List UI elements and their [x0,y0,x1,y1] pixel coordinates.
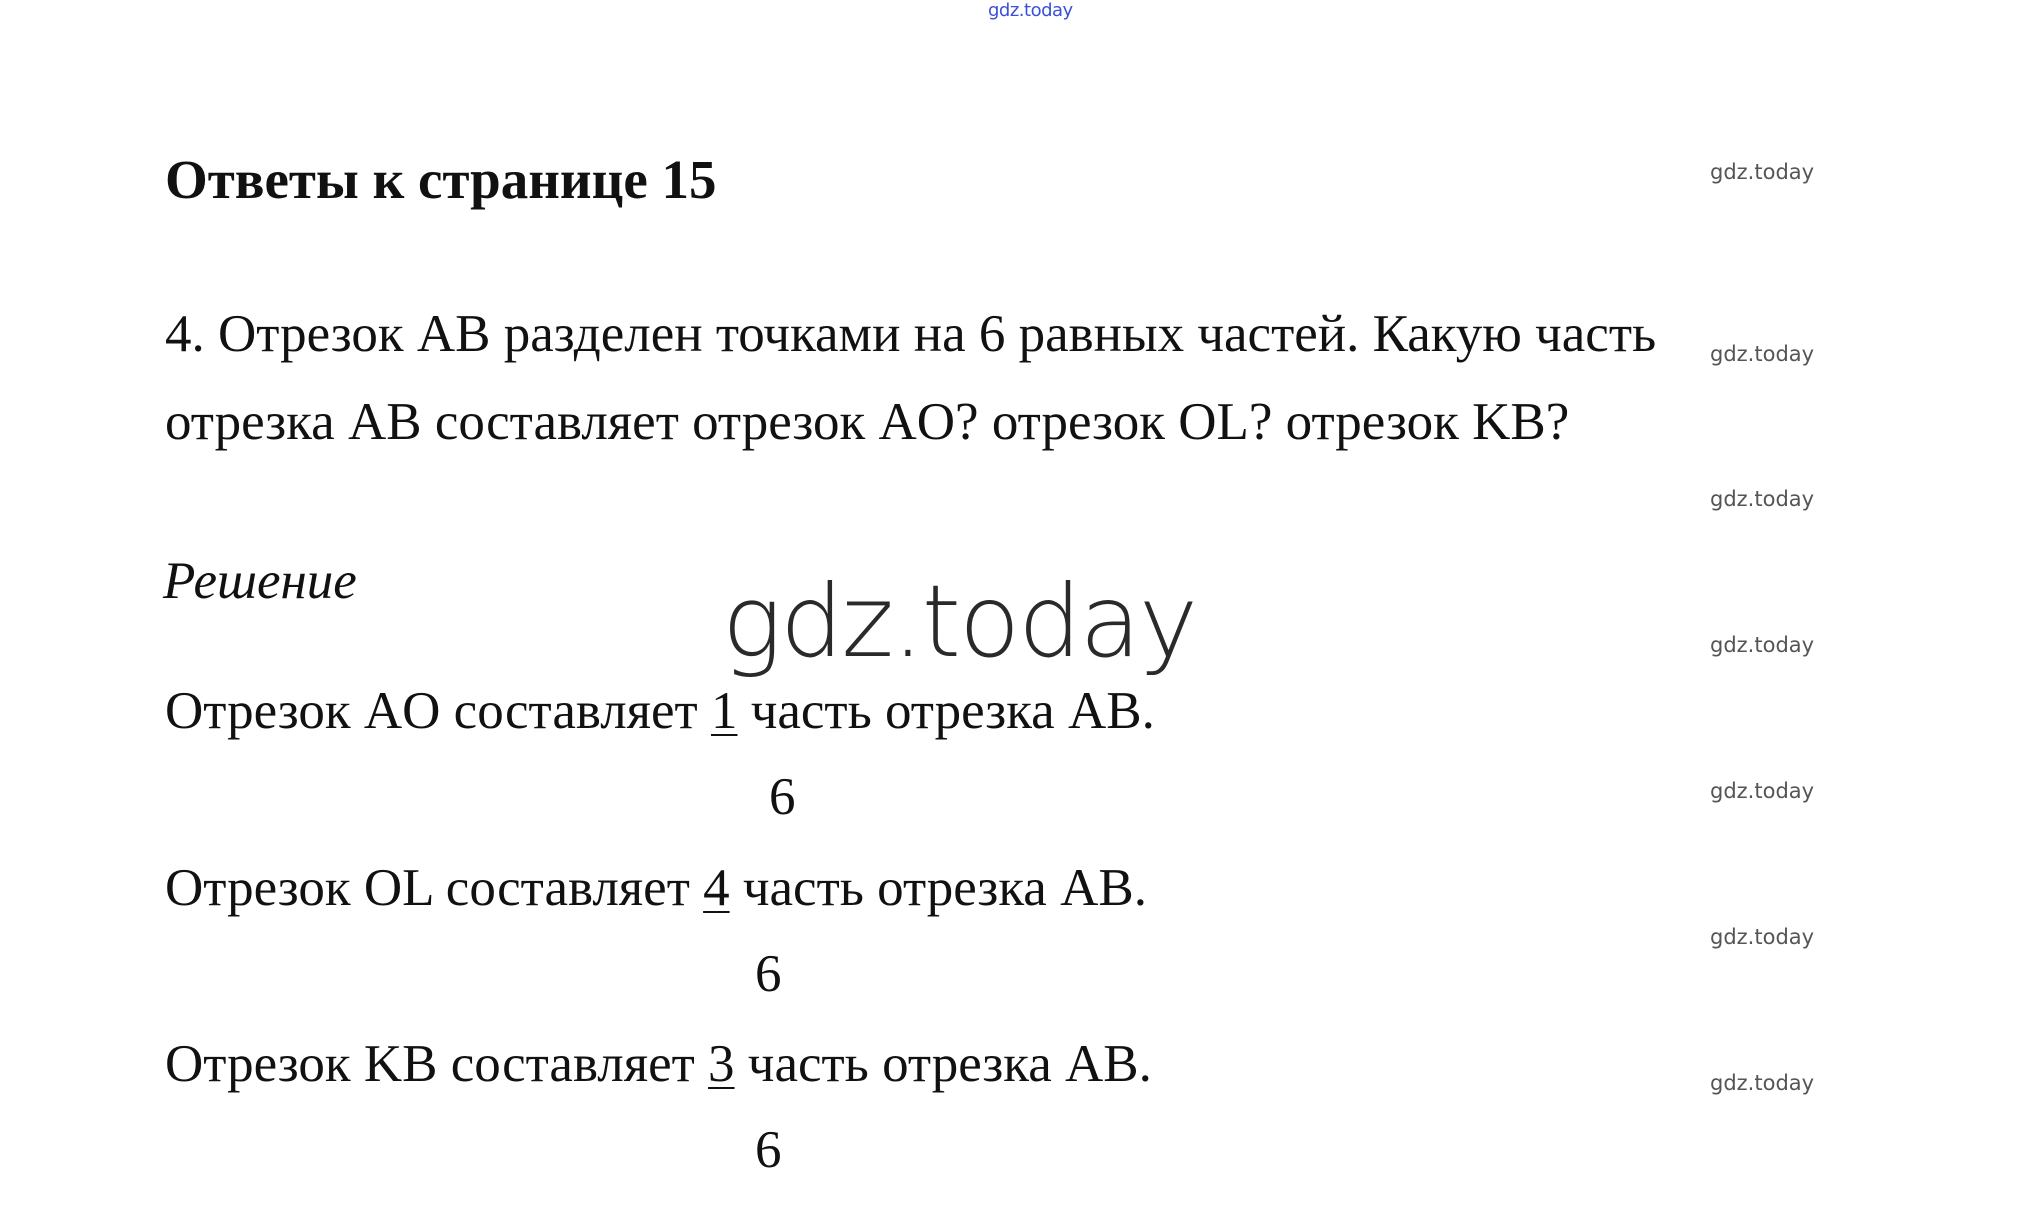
fraction-denominator: 6 [755,1121,782,1179]
side-watermark: gdz.today [1710,925,1815,949]
solution-heading: Решение [163,552,357,610]
center-watermark: gdz.today [722,563,1197,680]
side-watermark: gdz.today [1710,633,1815,657]
fraction-numerator: 3 [708,1035,735,1093]
answer-line [165,1035,1152,1093]
answer-line [165,682,1155,740]
task-line-1: 4. Отрезок AB разделен точками на 6 равных частей. Какую часть [165,305,1657,363]
side-watermark: gdz.today [1710,160,1815,184]
answer-suffix: часть отрезка AB. [734,1035,1152,1093]
task-text [165,290,1885,466]
fraction-denominator: 6 [755,945,782,1003]
answer-line [165,859,1147,917]
answer-prefix: Отрезок OL составляет [165,859,704,917]
fraction-denominator: 6 [769,768,796,826]
side-watermark: gdz.today [1710,1071,1815,1095]
side-watermark: gdz.today [1710,487,1815,511]
fraction-numerator: 4 [703,859,730,917]
top-watermark: gdz.today [988,0,1073,21]
side-watermark: gdz.today [1710,779,1815,803]
answer-suffix: часть отрезка AB. [729,859,1147,917]
fraction-numerator: 1 [710,682,738,740]
side-watermark: gdz.today [1710,342,1815,366]
answer-prefix: Отрезок KB составляет [165,1035,709,1093]
page-title: Ответы к странице 15 [165,149,717,210]
answer-prefix: Отрезок AO составляет [165,682,711,740]
task-line-2: отрезка AB составляет отрезок AO? отрезок OL? отрезок KB? [165,393,1570,451]
answer-suffix: часть отрезка AB. [737,682,1155,740]
